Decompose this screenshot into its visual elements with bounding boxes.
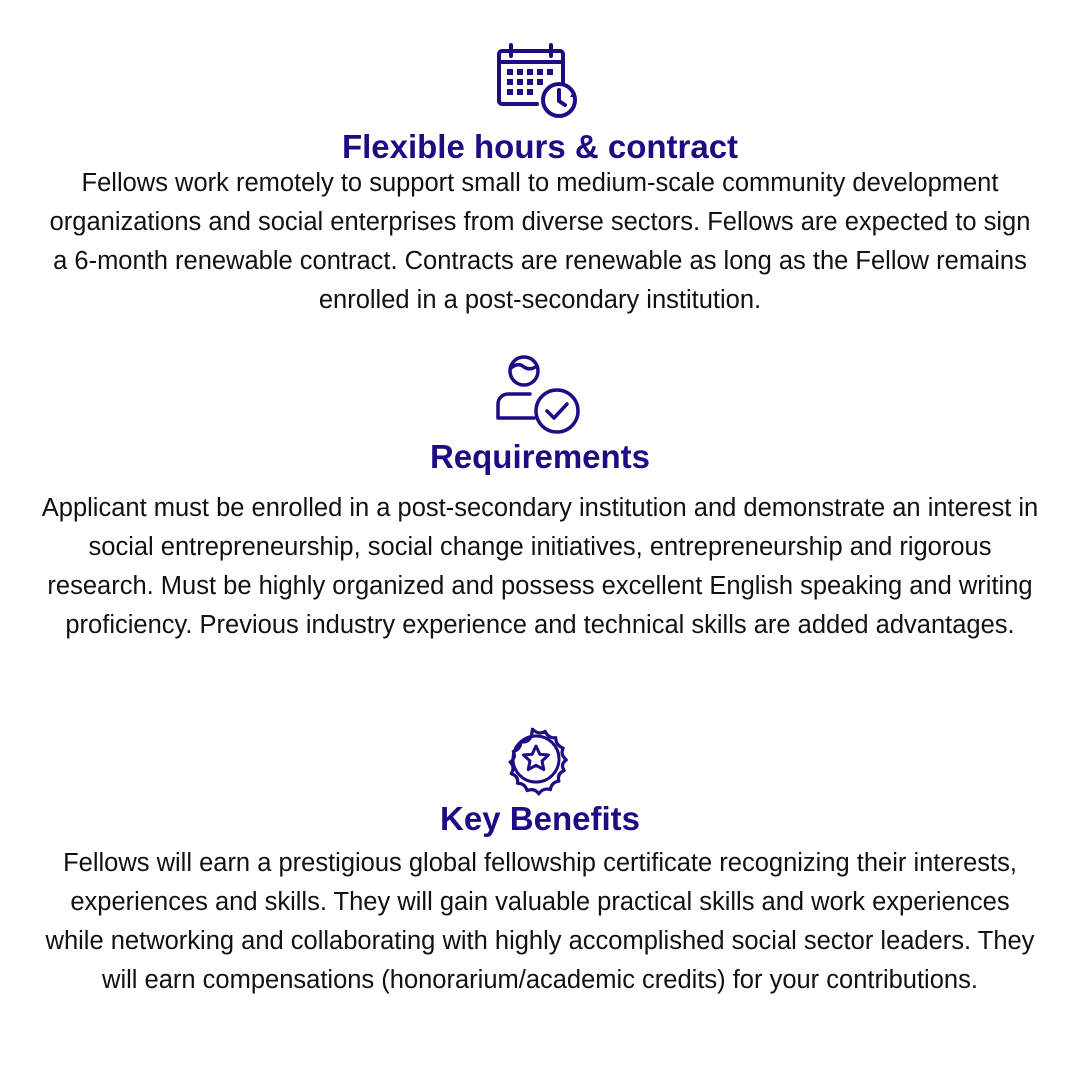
section-title: Flexible hours & contract: [341, 128, 739, 165]
section-body: Fellows work remotely to support small to medium-scale community development organizations and social enterprises from diverse sectors. Fellows are expected to sign a 6-month renewable contract. Contracts are renewable as long as the Fellow remains enrolled in a post-secondary institution.: [49, 169, 1031, 314]
person-check-icon: [494, 354, 584, 438]
badge-star-icon: [496, 719, 576, 799]
calendar-clock-icon: [497, 42, 583, 120]
section-body: Applicant must be enrolled in a post-secondary institution and demonstrate an interest in social entrepreneurship, social change initiatives, entrepreneurship and rigorous research. Must be highly organized and possess excellent English speaking and writing proficiency. Previous industry experience and technical skills are added advantages.: [41, 494, 1039, 639]
section-body: Fellows will earn a prestigious global fellowship certificate recognizing their interests, experiences and skills. They will gain valuable practical skills and work experiences while networking and collaborating with highly accomplished social sector leaders. They will earn compensations (honorarium/academic credits) for your contributions.: [45, 849, 1035, 994]
section-title: Key Benefits: [440, 800, 640, 837]
section-title: Requirements: [429, 438, 651, 475]
